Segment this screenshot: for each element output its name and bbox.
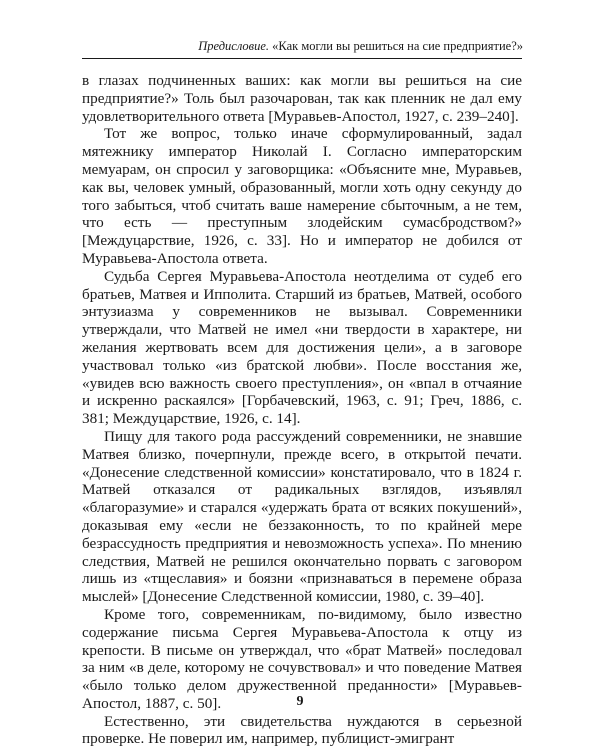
paragraph: Естественно, эти свидетельства нуждаются в серьезной проверке. Не поверил им, например, публицист-эмигрант xyxy=(82,712,522,748)
page-number: 9 xyxy=(296,694,304,709)
running-head xyxy=(0,38,523,54)
paragraph: Тот же вопрос, только иначе сформулированный, задал мятежнику император Николай I. Согласно императорским мемуарам, он спросил у заговорщика: «Объясните мне, Муравьев, как вы, человек умный, образованный, могли хоть одну секунду до того забыться, чтоб считать ваше намерение сбыточным, а не тем, что есть — преступным злодейским сумасбродством?» [Междуцарствие, 1926, с. 33]. Но и император не добился от Муравьева-Апостола ответа. xyxy=(82,125,522,267)
paragraph: в глазах подчиненных ваших: как могли вы решиться на сие предприятие?» Толь был разочарован, так как пленник не дал ему удовлетворительного ответа [Муравьев-Апостол, 1927, с. 239–240]. xyxy=(82,72,522,125)
paragraph: Кроме того, современникам, по-видимому, было известно содержание письма Сергея Муравьева-Апостола к отцу из крепости. В письме он утверждал, что «брат Матвей» последовал за ним «в деле, которому не сочувствовал» и что поведение Матвея «было только делом дружественной преданности» [Муравьев-Апостол, 1887, с. 50]. xyxy=(82,605,522,712)
paragraph: Судьба Сергея Муравьева-Апостола неотделима от судеб его братьев, Матвея и Ипполита. Старший из братьев, Матвей, особого энтузиазма у современников не вызывал. Современники утверждали, что Матвей не имел «ни твердости в характере, ни желания жертвовать всем для достижения цели», а в заговоре участвовал только «из братской любви». После восстания же, «увидев всю важность своего преступления», он «впал в отчаяние и искренно раскаялся» [Горбачевский, 1963, с. 91; Греч, 1886, с. 381; Междуцарствие, 1926, с. 14]. xyxy=(82,267,522,428)
body-text xyxy=(82,72,522,748)
running-head-section: Предисловие. xyxy=(198,39,270,53)
running-head-title: «Как могли вы решиться на сие предприятие?» xyxy=(272,39,523,53)
header-rule xyxy=(82,58,522,59)
paragraph: Пищу для такого рода рассуждений современники, не знавшие Матвея близко, почерпнули, прежде всего, в открытой печати. «Донесение следственной комиссии» констатировало, что в 1824 г. Матвей отказался от радикальных взглядов, изъявлял «благоразумие» и старался «удержать брата от всяких покушений», доказывая ему «если не беззаконность, то по крайней мере безрассудность предприятия и невозможность успеха». По мнению следствия, Матвей не решился окончательно порвать с заговором лишь из «тщеславия» и боязни «признаваться в перемене образа мыслей» [Донесение Следственной комиссии, 1980, с. 39–40]. xyxy=(82,427,522,606)
